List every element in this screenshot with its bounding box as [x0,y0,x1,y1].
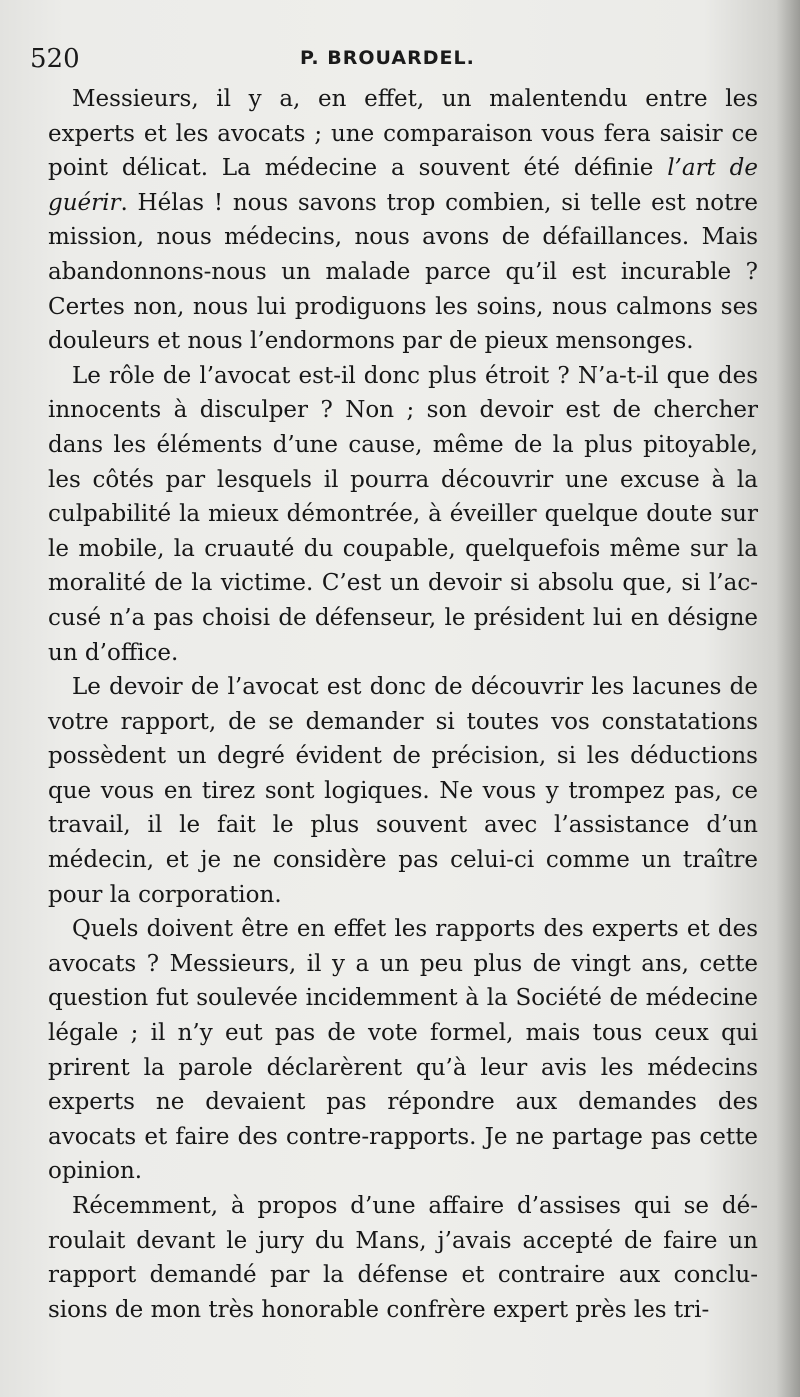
paragraph [48,670,758,912]
body-text [48,82,758,1327]
paragraph-text: . Hélas ! nous savons trop combien, si telle est notre mission, nous médecins, nous avons de défaillances. Mais abandonnons-nous un malade parce qu’il est incurable ? Certes non, nous lui prodiguons les soins, nous calmons ses douleurs et nous l’endormons par de pieux mensonges. [48,189,758,355]
italic-phrase: l’art de guérir [48,155,758,216]
paragraph-text: Messieurs, il y a, en effet, un malentendu entre les experts et les avocats ; une comparaison vous fera saisir ce point délicat. La médecine a souvent été définie [48,86,758,182]
running-head [0,44,800,78]
paragraph-text: Le devoir de l’avocat est donc de découvrir les lacunes de votre rapport, de se demander si toutes vos constatations possèdent un degré évident de précision, si les déductions que vous en tirez sont logiques. Ne vous y trompez pas, ce travail, il le fait le plus souvent avec l’assistance d’un médecin, et je ne considère pas celui-ci comme un traître pour la corporation. [48,674,758,908]
paragraph-text: Récemment, à propos d’une affaire d’assises qui se déroulait devant le jury du Mans, j’avais accepté de faire un rapport demandé par la défense et contraire aux conclusions de mon très honorable confrère expert près les tri- [48,1193,758,1323]
paragraph-text: Le rôle de l’avocat est-il donc plus étroit ? N’a-t-il que des innocents à disculper ? Non ; son devoir est de chercher dans les éléments d’une cause, même de la plus pitoyable, les côtés par lesquels il pourra découvrir une excuse à la culpabilité la mieux démontrée, à éveiller quelque doute sur le mobile, la cruauté du coupable, quelquefois même sur la moralité de la victime. C’est un devoir si absolu que, si l’accusé n’a pas choisi de défenseur, le président lui en désigne un d’office. [48,362,758,666]
paragraph [48,82,758,359]
page-number: 520 [30,44,80,74]
running-head-title: P. BROUARDEL. [300,47,475,69]
paragraph [48,1189,758,1327]
paragraph-text: Quels doivent être en effet les rapports des experts et des avocats ? Messieurs, il y a un peu plus de vingt ans, cette question fut soulevée incidemment à la Société de médecine légale ; il n’y eut pas de vote formel, mais tous ceux qui prirent la parole déclarèrent qu’à leur avis les médecins experts ne devaient pas répondre aux demandes des avocats et faire des contre-rapports. Je ne partage pas cette opinion. [48,916,758,1185]
paragraph [48,359,758,670]
paragraph [48,912,758,1189]
